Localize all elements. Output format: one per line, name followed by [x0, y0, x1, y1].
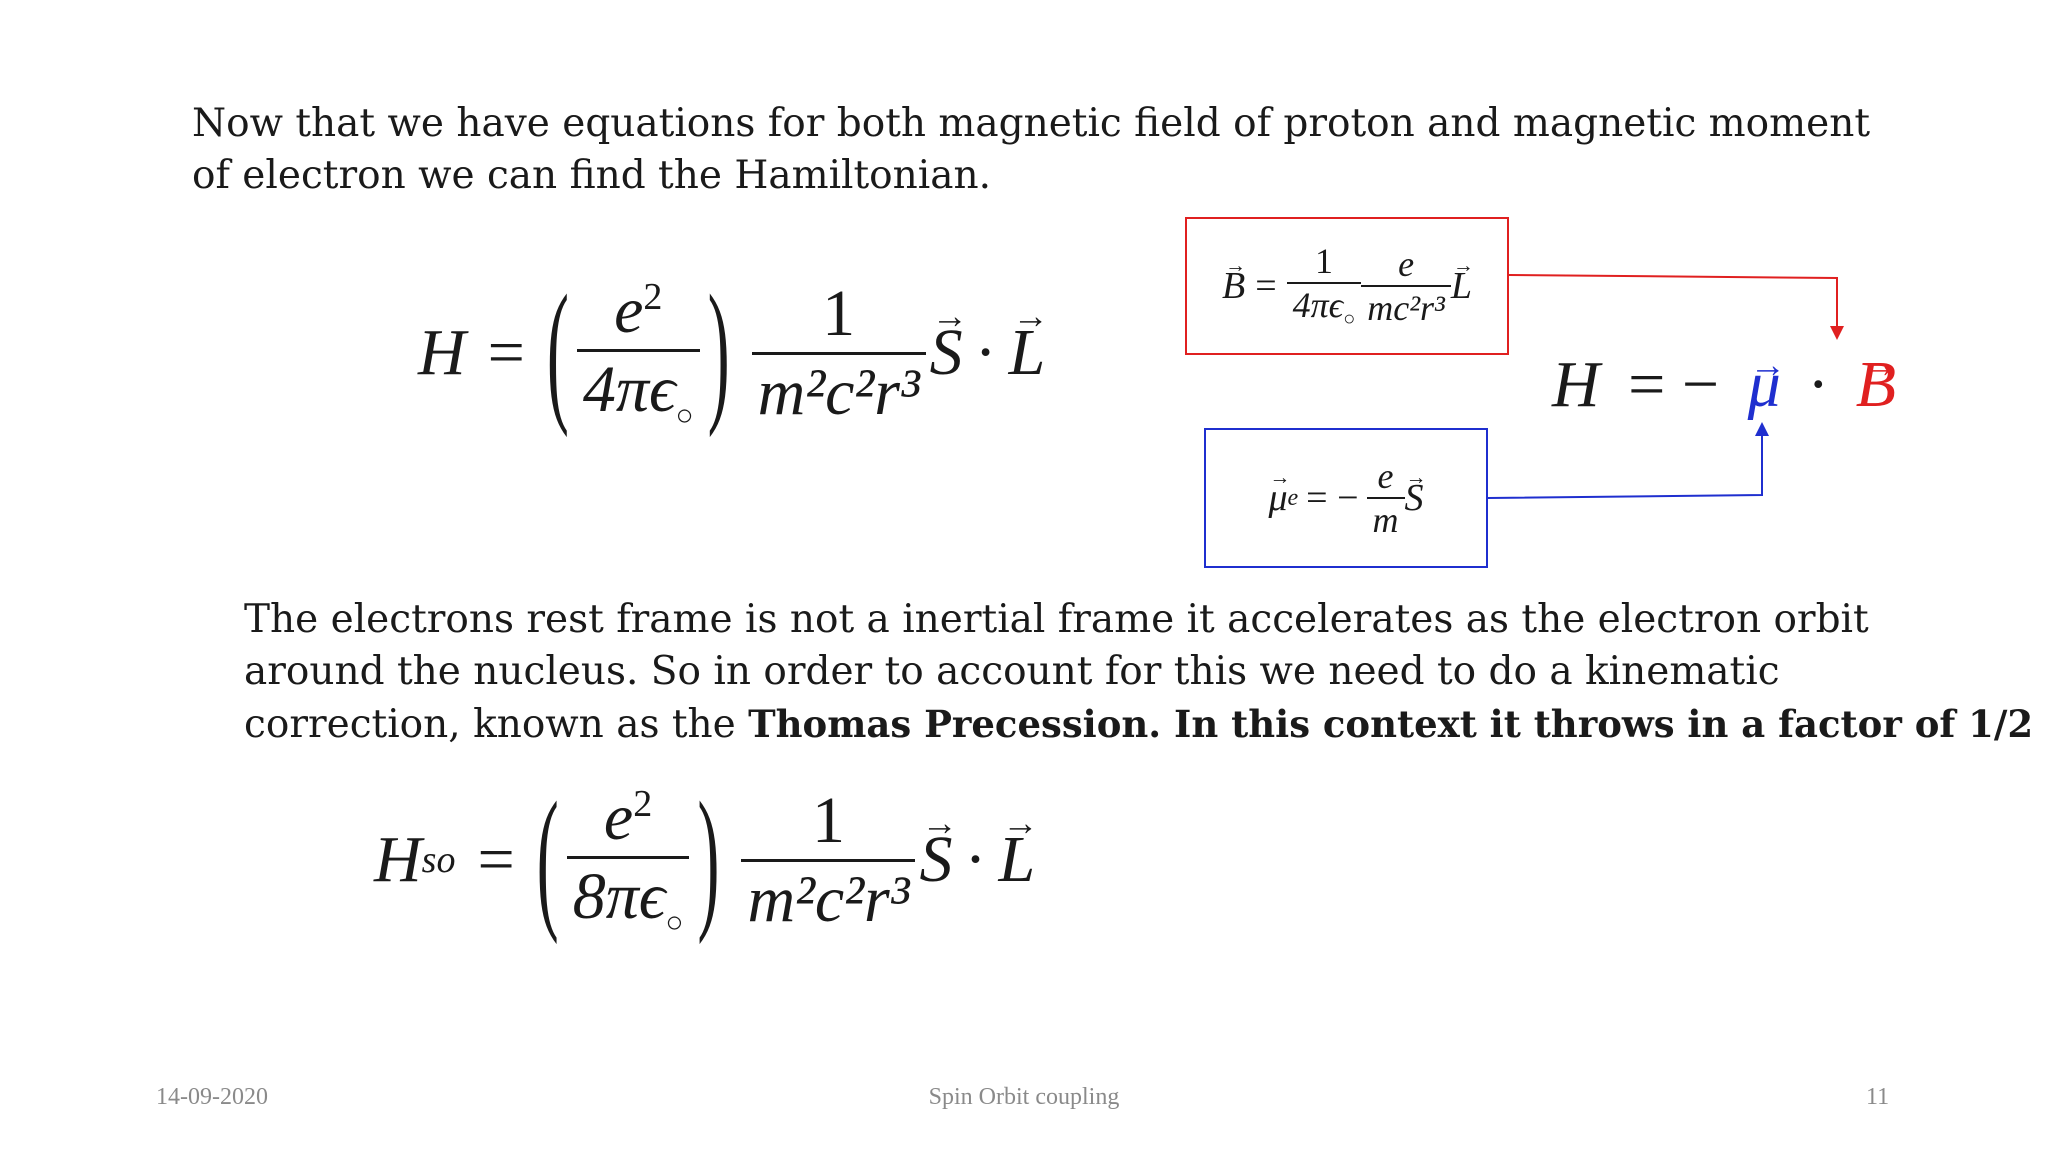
box-mu-equals: = − [1306, 477, 1359, 519]
eq-so-den1: 8πϵ [572, 859, 666, 933]
eq-so-lhs-sub: so [421, 839, 456, 881]
para2-line-3 [244, 698, 2033, 751]
eq-main-S-vector: → S [930, 315, 963, 391]
eq-so-num2: 1 [811, 783, 845, 857]
box-B-vector: → B [1222, 264, 1245, 308]
ham-equals: = − [1628, 348, 1720, 421]
box-mu-d: m [1367, 497, 1405, 541]
blue-connector-line [1488, 432, 1762, 498]
para2-line-2: around the nucleus. So in order to account for this we need to do a kinematic [244, 649, 1780, 694]
para2-line-3-bold: Thomas Precession. In this context it throws in a factor of 1/2 [748, 702, 2034, 746]
box-B-equals: = [1255, 265, 1277, 307]
eq-so-num1: e [603, 780, 634, 854]
eq-so-equals: = [477, 823, 515, 896]
eq-so-den1-sub: ○ [665, 906, 684, 940]
box-mu-sub: e [1287, 484, 1299, 511]
ham-mu-vector: → μ [1748, 345, 1781, 425]
eq-main-den1: 4πϵ [582, 352, 676, 426]
box-mu-S-vector: → S [1405, 476, 1424, 520]
eq-so-frac-1 [567, 780, 690, 940]
eq-so-L-vector: → L [998, 822, 1035, 898]
ham-lhs: H [1552, 348, 1600, 421]
red-connector-line [1509, 275, 1837, 330]
eq-so-open-paren: ( [536, 771, 559, 947]
box-B-d2: mc²r³ [1361, 285, 1451, 329]
eq-main-open-paren: ( [546, 264, 569, 440]
box-B-L-vector: → L [1451, 264, 1472, 308]
eq-main-close-paren: ) [707, 264, 730, 440]
blue-arrowhead [1755, 422, 1769, 436]
eq-main-num1-sup: 2 [643, 275, 663, 318]
footer-date: 14-09-2020 [156, 1084, 268, 1110]
eq-so-lhs: H [374, 823, 422, 896]
eq-main-dot: · [974, 316, 997, 389]
eq-main-num2: 1 [822, 276, 856, 350]
eq-main-lhs: H [418, 316, 466, 389]
box-mu-vector: → μ [1268, 476, 1287, 520]
para2-line-1: The electrons rest frame is not a inertial frame it accelerates as the electron orbit [244, 597, 1869, 642]
intro-line-1: Now that we have equations for both magnetic field of proton and magnetic moment [192, 101, 1870, 146]
intro-line-2: of electron we can find the Hamiltonian. [192, 153, 992, 198]
box-B-n2: e [1398, 244, 1415, 284]
eq-so-den2: m²c²r³ [741, 859, 915, 938]
eq-so-S-vector: → S [919, 822, 952, 898]
footer-page-number: 11 [1866, 1084, 1890, 1110]
ham-dot: · [1807, 348, 1830, 421]
eq-so-frac-2 [741, 783, 915, 938]
box-B-d1: 4πϵ [1292, 285, 1344, 326]
eq-main-num1: e [614, 273, 644, 347]
para2-line-3-normal: correction, known as the [244, 702, 749, 747]
eq-so-close-paren: ) [697, 771, 720, 947]
ham-B-vector: → B [1856, 345, 1896, 425]
eq-so-num1-sup: 2 [633, 782, 653, 825]
eq-main-L-vector: → L [1009, 315, 1046, 391]
box-B-d1-sub: ○ [1343, 308, 1356, 331]
equation-spin-orbit [374, 771, 1036, 947]
eq-main-den2: m²c²r³ [752, 352, 926, 431]
red-arrowhead [1830, 326, 1844, 340]
eq-main-den1-sub: ○ [675, 399, 694, 433]
eq-main-equals: = [487, 316, 525, 389]
footer-title: Spin Orbit coupling [928, 1084, 1120, 1110]
box-B-n1: 1 [1314, 241, 1333, 282]
eq-so-dot: · [964, 823, 987, 896]
box-mu-n: e [1377, 456, 1394, 496]
